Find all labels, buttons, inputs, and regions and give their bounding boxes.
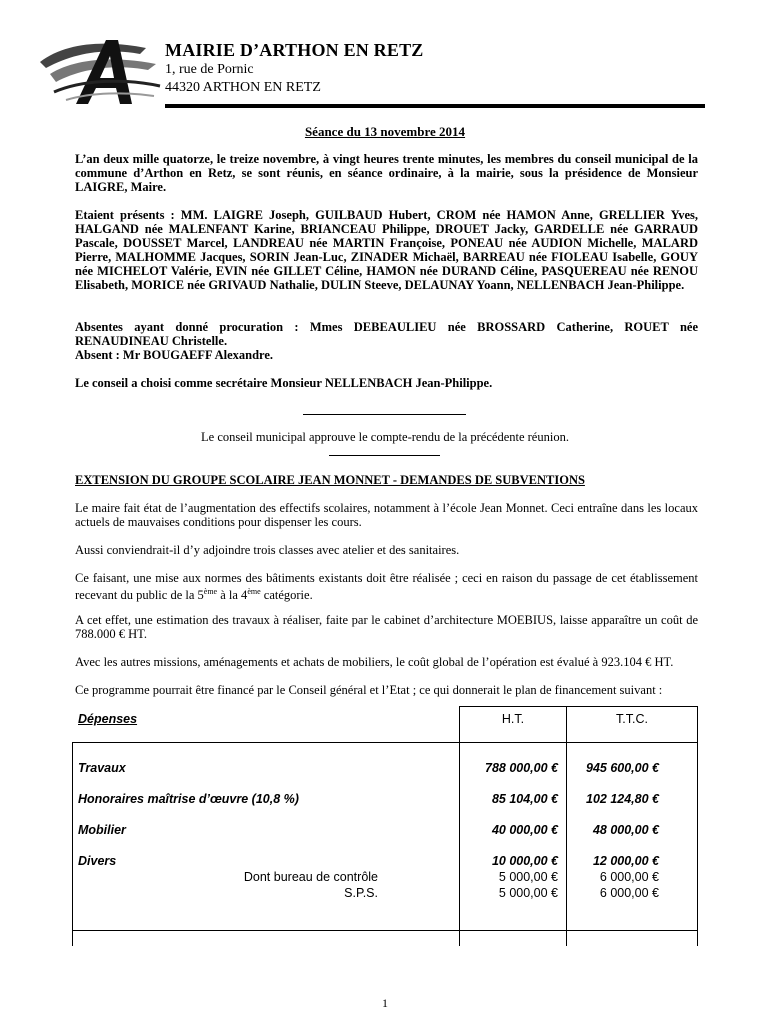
absentes-paragraph: Absentes ayant donné procuration : Mmes DEBEAULIEU née BROSSARD Catherine, ROUET née RENAUDINEAU Christelle. — [75, 320, 698, 348]
approval-rule — [329, 455, 440, 456]
header-ttc: T.T.C. — [616, 712, 648, 726]
row-label: Divers — [78, 854, 117, 868]
subrow-label: S.P.S. — [344, 886, 378, 900]
seance-title: Séance du 13 novembre 2014 — [304, 124, 466, 139]
subrow-ttc: 6 000,00 € — [599, 870, 659, 884]
presents-paragraph: Etaient présents : MM. LAIGRE Joseph, GUILBAUD Hubert, CROM née HAMON Anne, GRELLIER Yves, HALGAND née MALENFANT Karine, BRIANCEAU Philippe, DROUET Jacky, GARDELLE née GARRAUD Pascale, DOUSSET Marcel, LANDREAU née MARTIN Françoise, PONEAU née AUDION Michelle, MALARD Pierre, MALHOMME Jacques, SORIN Jean-Luc, ZINADER Michaël, BARREAU née FIOLEAU Isabelle, GOUY née MICHELOT Valérie, EVIN née GILLET Céline, HAMON née DURAND Céline, PASQUEREAU née RENOU Elisabeth, MORICE née GRIVAUD Nathalie, DULIN Steeve, DELAUNAY Yoann, NELLENBACH Jean-Philippe. — [75, 208, 698, 292]
paragraph-1: Le maire fait état de l’augmentation des effectifs scolaires, notamment à l’école Jean Monnet. Ceci entraîne dans les locaux actuels de mauvaises conditions pour dispenser les cours. — [75, 501, 698, 529]
mairie-title: MAIRIE D’ARTHON EN RETZ — [165, 40, 424, 60]
mairie-logo — [36, 34, 164, 114]
page-number: 1 — [382, 996, 388, 1010]
paragraph-4: A cet effet, une estimation des travaux à réaliser, faite par le cabinet d’architecture MOEBIUS, laisse apparaître un coût de 788.000 € HT. — [75, 613, 698, 641]
header-ht: H.T. — [501, 712, 525, 726]
row-ttc: 48 000,00 € — [592, 823, 659, 837]
section-title: EXTENSION DU GROUPE SCOLAIRE JEAN MONNET - DEMANDES DE SUBVENTIONS — [75, 473, 585, 487]
paragraph-3: Ce faisant, une mise aux normes des bâtiments existants doit être réalisée ; ceci en raison du passage de cet établissement recevant du public de la 5ème à la 4ème catégorie. — [75, 571, 698, 603]
header-rule — [165, 104, 705, 108]
header-depenses: Dépenses — [78, 712, 138, 726]
paragraph-2: Aussi conviendrait-il d’y adjoindre trois classes avec atelier et des sanitaires. — [75, 543, 460, 557]
row-label: Travaux — [78, 761, 126, 775]
row-ht: 788 000,00 € — [485, 761, 558, 775]
subrow-ttc: 6 000,00 € — [599, 886, 659, 900]
row-ht: 85 104,00 € — [491, 792, 558, 806]
row-ht: 10 000,00 € — [491, 854, 558, 868]
approval-line: Le conseil municipal approuve le compte-rendu de la précédente réunion. — [201, 430, 569, 444]
subrow-ht: 5 000,00 € — [498, 886, 558, 900]
row-label: Honoraires maîtrise d’œuvre (10,8 %) — [78, 792, 299, 806]
financing-table — [72, 706, 698, 946]
address-street: 1, rue de Pornic — [165, 62, 254, 77]
intro-paragraph: L’an deux mille quatorze, le treize novembre, à vingt heures trente minutes, les membres du conseil municipal de la commune d’Arthon en Retz, se sont réunis, en séance ordinaire, à la mairie, sous la présidence de Monsieur LAIGRE, Maire. — [75, 152, 698, 194]
subrow-ht: 5 000,00 € — [498, 870, 558, 884]
secretaire-line: Le conseil a choisi comme secrétaire Monsieur NELLENBACH Jean-Philippe. — [75, 376, 493, 390]
row-ttc: 945 600,00 € — [586, 761, 659, 775]
subrow-label: Dont bureau de contrôle — [243, 870, 378, 884]
address-city: 44320 ARTHON EN RETZ — [165, 80, 321, 95]
row-ht: 40 000,00 € — [491, 823, 558, 837]
separator-rule — [303, 414, 466, 415]
absent-line: Absent : Mr BOUGAEFF Alexandre. — [75, 348, 274, 362]
paragraph-5: Avec les autres missions, aménagements et achats de mobiliers, le coût global de l’opération est évalué à 923.104 € HT. — [75, 655, 674, 669]
row-label: Mobilier — [78, 823, 126, 837]
paragraph-6: Ce programme pourrait être financé par le Conseil général et l’Etat ; ce qui donnerait le plan de financement suivant : — [75, 683, 663, 697]
row-ttc: 12 000,00 € — [592, 854, 659, 868]
row-ttc: 102 124,80 € — [586, 792, 659, 806]
